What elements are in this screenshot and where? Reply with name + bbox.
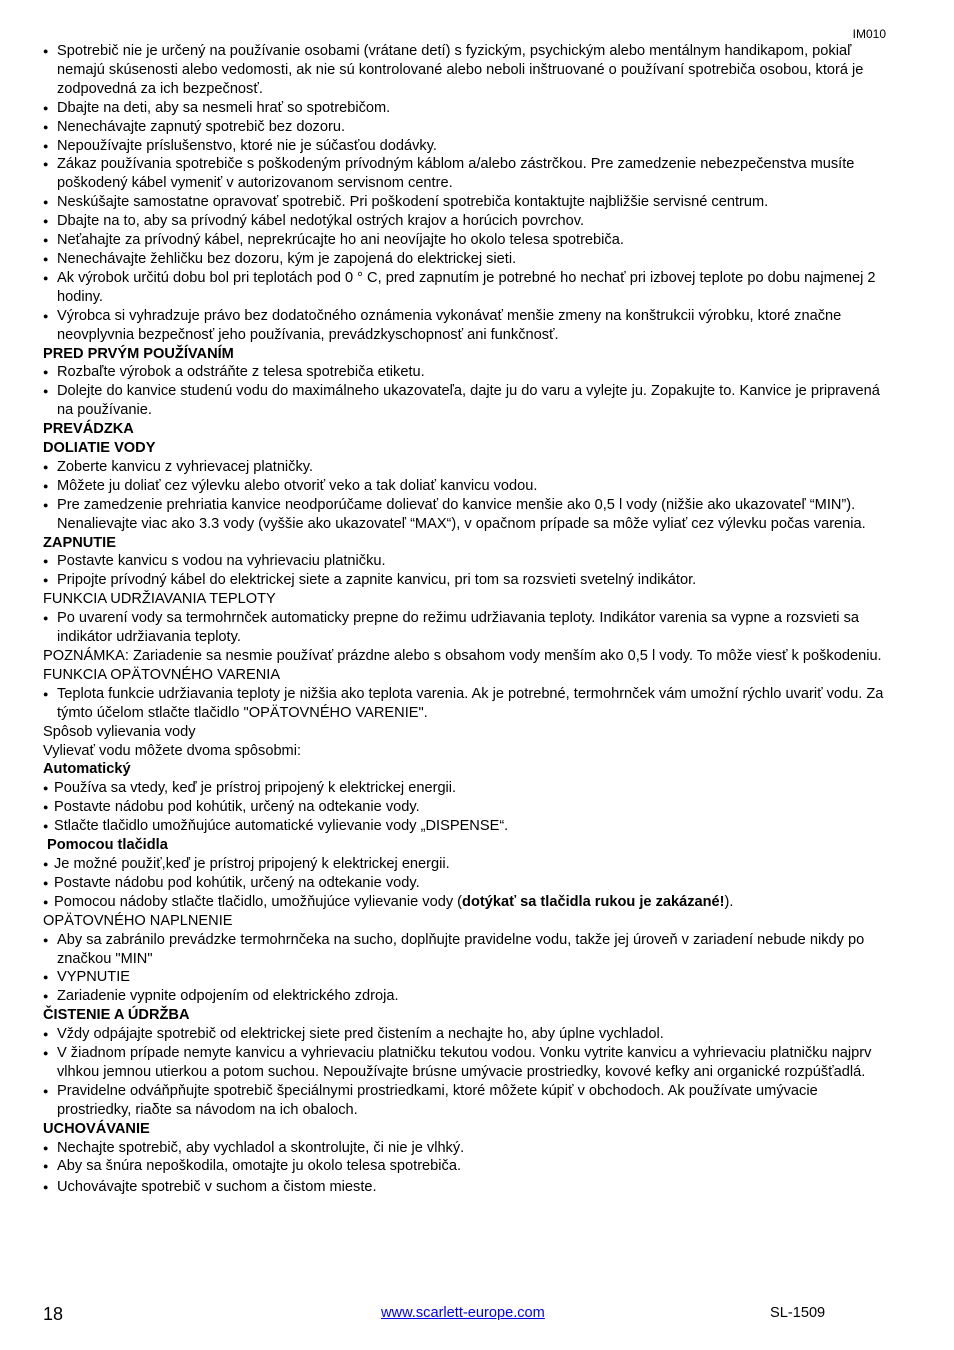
subheading-keep-warm: FUNKCIA UDRŽIAVANIA TEPLOTY [43,591,276,608]
list-item: ● Neskúšajte samostatne opravovať spotrebič. Pri poškodení spotrebiča kontaktujte najbližšie servisné centrum. [43,193,888,212]
reboil-list [43,685,888,723]
list-item: ● Teplota funkcie udržiavania teploty je nižšia ako teplota varenia. Ak je potrebné, termohrnček vám umožní rýchlo uvariť vodu. Za týmto účelom stlačte tlačidlo "OPÄTOVNÉHO VARENIE". [43,685,888,723]
manual-content [43,42,888,1197]
list-item: ● VYPNUTIE [43,968,888,987]
keep-warm-list [43,609,888,647]
keep-warm-note: POZNÁMKA: Zariadenie sa nesmie používať prázdne alebo s obsahom vody menším ako 0,5 l vody. To môže viesť k poškodeniu. [43,648,882,664]
refill-list [43,931,888,1007]
first-use-list [43,363,888,420]
list-item: ● Zákaz používania spotrebiče s poškodeným prívodným káblom a/alebo zástrčkou. Pre zamedzenie nebezpečenstva musíte poškodený kábel vymeniť v autorizovanom servisnom centre. [43,155,888,193]
list-item: ● Vždy odpájajte spotrebič od elektrickej siete pred čistením a nechajte ho, aby úplne vychladol. [43,1025,888,1044]
pouring-intro: Vylievať vodu môžete dvoma spôsobmi: [43,742,302,759]
list-item: ● Dolejte do kanvice studenú vodu do maximálneho ukazovateľa, dajte ju do varu a vylejte ju. Zopakujte to. Kanvice je pripravená na používanie. [43,382,888,420]
subheading-fill-water: DOLIATIE VODY [43,440,156,457]
list-item [43,893,888,912]
list-item: ● Postavte nádobu pod kohútik, určený na odtekanie vody. [43,798,888,817]
list-item: ● Môžete ju doliať cez výlevku alebo otvoriť veko a tak doliať kanvicu vodou. [43,477,888,496]
list-item: ● Nepoužívajte príslušenstvo, ktoré nie je súčasťou dodávky. [43,137,888,156]
list-item: ● Uchovávajte spotrebič v suchom a čistom mieste. [43,1178,888,1197]
list-item: ● Postavte kanvicu s vodou na vyhrievaciu platničku. [43,552,888,571]
automatic-list [43,779,888,836]
warning-suffix: ). [724,893,734,910]
list-item: ● Pripojte prívodný kábel do elektrickej siete a zapnite kanvicu, pri tom sa rozsvieti svetelný indikátor. [43,571,888,590]
list-item: ● Neťahajte za prívodný kábel, neprekrúcajte ho ani neovíjajte ho okolo telesa spotrebiča. [43,231,888,250]
switch-on-list [43,552,888,590]
page-number: 18 [43,1304,64,1324]
list-item: ● Dbajte na deti, aby sa nesmeli hrať so spotrebičom. [43,99,888,118]
list-item: ● Je možné použiť,keď je prístroj pripojený k elektrickej energii. [43,855,888,874]
fill-water-list [43,458,888,534]
list-item: ● Nechajte spotrebič, aby vychladol a skontrolujte, či nie je vlhký. [43,1139,888,1158]
list-item: ● Po uvarení vody sa termohrnček automaticky prepne do režimu udržiavania teploty. Indikátor varenia sa vypne a rozsvieti sa indikátor udržiavania teploty. [43,609,888,647]
list-item: ● Pravidelne odváňpňujte spotrebič špeciálnymi prostriedkami, ktoré môžete kúpiť v obchodoch. Ak používate umývacie prostriedky, riaδte sa návodom na ich obaloch. [43,1082,888,1120]
subheading-reboil: FUNKCIA OPÄTOVNÉHO VARENIA [43,666,281,683]
list-item: ● Postavte nádobu pod kohútik, určený na odtekanie vody. [43,874,888,893]
section-heading-cleaning: ČISTENIE A ÚDRŽBA [43,1007,190,1024]
list-item: ● Rozbaľte výrobok a odstráňte z telesa spotrebiča etiketu. [43,363,888,382]
list-item: ● V žiadnom prípade nemyte kanvicu a vyhrievaciu platničku tekutou vodou. Vonku vytrite kanvicu a vyhrievaciu platničku najprv vlhkou jemnou utierkou a potom suchou. Nepoužívajte brúsne umývacie prostriedky, kovové kefky ani organické rozpúšťadlá. [43,1044,888,1082]
website-link[interactable]: www.scarlett-europe.com [381,1305,545,1321]
list-item: ● Stlačte tlačidlo umožňujúce automatické vylievanie vody „DISPENSE“. [43,817,888,836]
list-item: ● Používa sa vtedy, keď je prístroj pripojený k elektrickej energii. [43,779,888,798]
button-list [43,855,888,912]
list-item: ● Zoberte kanvicu z vyhrievacej platničky. [43,458,888,477]
list-item: ● Zariadenie vypnite odpojením od elektrického zdroja. [43,987,888,1006]
list-item: ● Výrobca si vyhradzuje právo bez dodatočného oznámenia vykonávať menšie zmeny na konštrukcii výrobku, ktoré značne neovplyvnia bezpečnosť jeho používania, prevádzkyschopnosť ani funkčnosť. [43,307,888,345]
subheading-pouring: Spôsob vylievania vody [43,723,196,740]
warning-bold: dotýkať sa tlačidla rukou je zakázané! [462,893,725,910]
list-item: ● Nenechávajte žehličku bez dozoru, kým je zapojená do elektrickej sieti. [43,250,888,269]
warning-prefix: Pomocou nádoby stlačte tlačidlo, umožňujúce vylievanie vody ( [54,893,463,910]
cleaning-list [43,1025,888,1120]
safety-list [43,42,888,345]
model-number: SL-1509 [770,1305,826,1321]
list-item: ● Nenechávajte zapnutý spotrebič bez dozoru. [43,118,888,137]
subheading-switch-on: ZAPNUTIE [43,534,116,551]
subheading-refill: OPÄTOVNÉHO NAPLNENIE [43,912,233,929]
list-item: ● Spotrebič nie je určený na používanie osobami (vrátane detí) s fyzickým, psychickým alebo mentálnym handikapom, pokiaľ nemajú skúsenosti alebo vedomosti, ak nie sú kontrolované alebo neboli inštruované o používaní spotrebiča osobou, ktorá je zodpovedná za ich bezpečnosť. [43,42,888,99]
section-heading-storage: UCHOVÁVANIE [43,1120,150,1137]
section-heading-first-use: PRED PRVÝM POUŽÍVANÍM [43,345,234,362]
list-item: ● Aby sa šnúra nepoškodila, omotajte ju okolo telesa spotrebiča. [43,1157,888,1176]
section-heading-operation: PREVÁDZKA [43,421,134,438]
subheading-automatic: Automatický [43,761,131,778]
list-item: ● Aby sa zabránilo prevádzke termohrnčeka na sucho, doplňujte pravidelne vodu, takže jej úroveň v zariadení nebude nikdy po značkou "MIN" [43,931,888,969]
list-item: ● Ak výrobok určitú dobu bol pri teplotách pod 0 ° C, pred zapnutím je potrebné ho nechať pri izbovej teplote po dobu najmenej 2 hodiny. [43,269,888,307]
storage-list [43,1139,888,1198]
list-item: ● Dbajte na to, aby sa prívodný kábel nedotýkal ostrých krajov a horúcich povrchov. [43,212,888,231]
subheading-button: Pomocou tlačidla [47,837,168,854]
list-item: ● Pre zamedzenie prehriatia kanvice neodporúčame dolievať do kanvice menšie ako 0,5 l vody (nižšie ako ukazovateľ “MIN”). Nenalievajte viac ako 3.3 vody (vyššie ako ukazovateľ “MAX“), v opačnom prípade sa môže vyliať cez výlevku počas varenia. [43,496,888,534]
document-code: IM010 [852,27,886,41]
